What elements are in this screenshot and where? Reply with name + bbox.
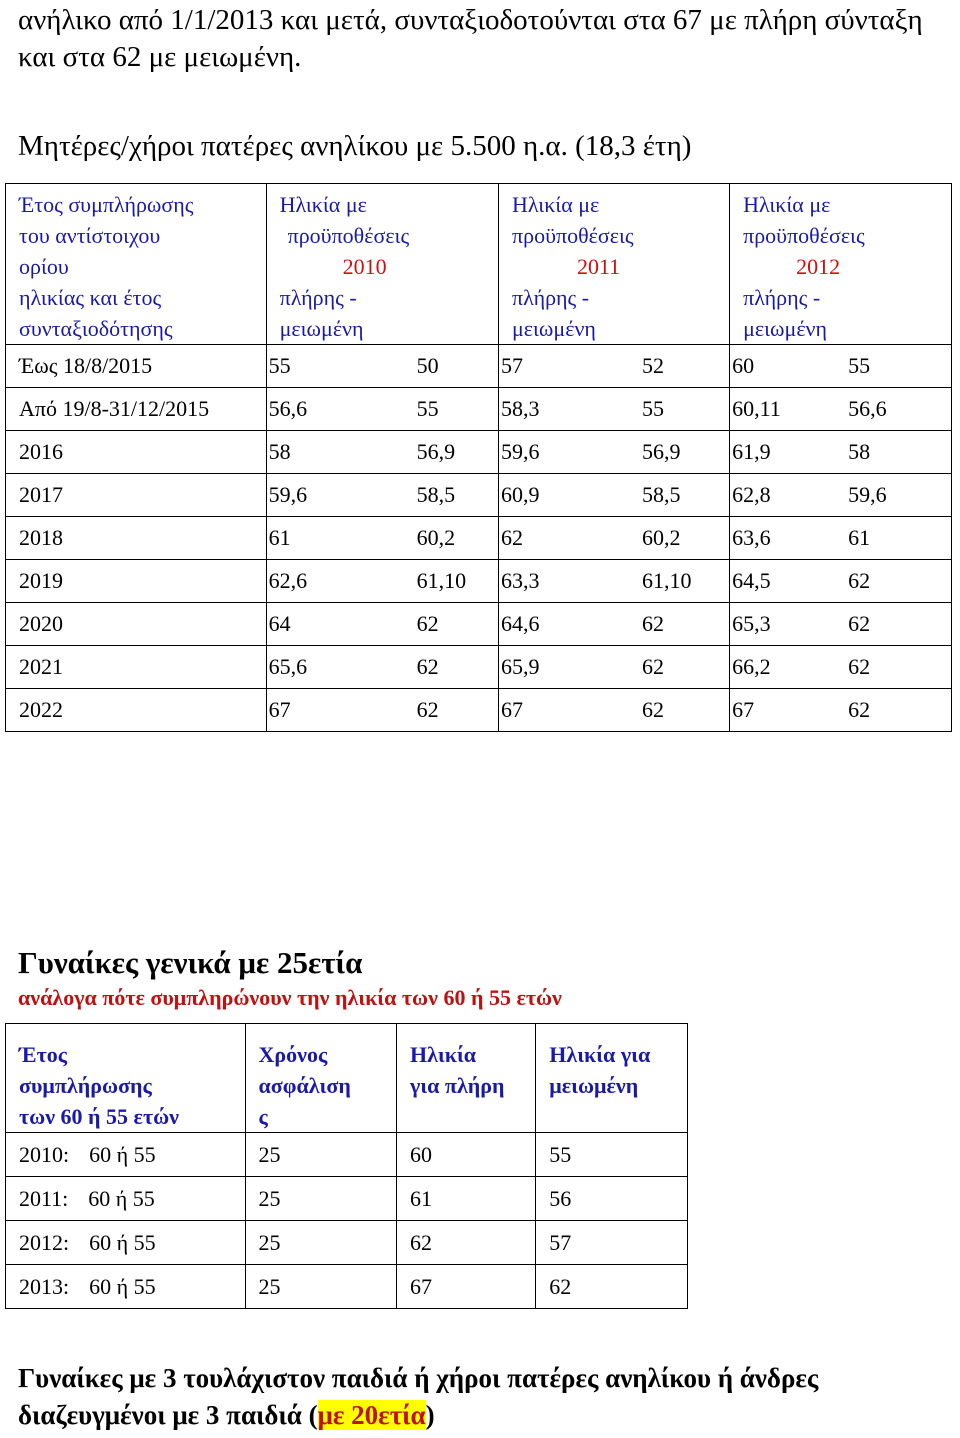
reduced-value: 62 [848, 568, 871, 593]
header-insurance-time: Χρόνος ασφάλιση ς [245, 1024, 397, 1133]
cell-2010 [266, 388, 498, 431]
cell-full: 61 [397, 1177, 536, 1221]
cell-2011 [498, 474, 729, 517]
row-label: 2019 [6, 560, 267, 603]
reduced-value: 59,6 [848, 482, 887, 507]
reduced-value: 55 [848, 353, 871, 378]
reduced-value: 60,2 [641, 525, 681, 550]
table-row [6, 1221, 688, 1265]
reduced-value: 60,2 [416, 525, 456, 550]
table-row [6, 560, 952, 603]
full-value: 64 [268, 611, 291, 636]
cell-reduced: 57 [536, 1221, 688, 1265]
full-value: 67 [268, 697, 291, 722]
table-row [6, 474, 952, 517]
cell-2010 [266, 689, 498, 732]
reduced-value: 50 [416, 353, 439, 378]
cell-reduced: 56 [536, 1177, 688, 1221]
row-year-value: 2010: [19, 1142, 70, 1167]
cell-2010 [266, 474, 498, 517]
cell-reduced: 62 [536, 1265, 688, 1309]
cell-2012 [730, 388, 952, 431]
row-label: 2018 [6, 517, 267, 560]
full-value: 64,6 [500, 611, 540, 636]
cell-insurance: 25 [245, 1221, 397, 1265]
full-value: 57 [500, 353, 523, 378]
row-year [6, 1177, 246, 1221]
reduced-value: 58,5 [641, 482, 681, 507]
reduced-value: 62 [416, 611, 439, 636]
full-value: 62,6 [268, 568, 308, 593]
header-reduced-age: Ηλικία για μειωμένη [536, 1024, 688, 1133]
table-row [6, 388, 952, 431]
footer-note [18, 1360, 948, 1434]
row-year-value: 2013: [19, 1274, 70, 1299]
full-value: 58 [268, 439, 291, 464]
retirement-age-table [5, 183, 952, 732]
cell-2012 [730, 560, 952, 603]
reduced-value: 61,10 [641, 568, 692, 593]
cell-2011 [498, 646, 729, 689]
full-value: 58,3 [500, 396, 540, 421]
table-row [6, 431, 952, 474]
cell-2011 [498, 689, 729, 732]
row-year [6, 1265, 246, 1309]
full-value: 62,8 [732, 482, 771, 507]
reduced-value: 55 [641, 396, 664, 421]
row-label: 2016 [6, 431, 267, 474]
row-label: 2020 [6, 603, 267, 646]
reduced-value: 62 [848, 654, 871, 679]
reduced-value: 62 [641, 697, 664, 722]
cell-2012 [730, 431, 952, 474]
cell-2010 [266, 345, 498, 388]
cell-2012 [730, 646, 952, 689]
reduced-value: 62 [848, 697, 871, 722]
full-value: 56,6 [268, 396, 308, 421]
reduced-value: 61 [848, 525, 871, 550]
table-row [6, 1177, 688, 1221]
row-year [6, 1133, 246, 1177]
table-row [6, 1265, 688, 1309]
row-label: 2022 [6, 689, 267, 732]
reduced-value: 62 [848, 611, 871, 636]
cell-2011 [498, 560, 729, 603]
full-value: 67 [732, 697, 755, 722]
cell-full: 60 [397, 1133, 536, 1177]
table-row [6, 345, 952, 388]
reduced-value: 56,6 [848, 396, 887, 421]
full-value: 66,2 [732, 654, 771, 679]
reduced-value: 62 [416, 654, 439, 679]
footer-highlight: με 20ετία [317, 1400, 426, 1430]
table-row [6, 646, 952, 689]
cell-2011 [498, 517, 729, 560]
reduced-value: 55 [416, 396, 439, 421]
reduced-value: 62 [641, 611, 664, 636]
table-row [6, 603, 952, 646]
cell-full: 67 [397, 1265, 536, 1309]
row-label: Έως 18/8/2015 [6, 345, 267, 388]
cell-2012 [730, 603, 952, 646]
full-value: 59,6 [268, 482, 308, 507]
cell-reduced: 55 [536, 1133, 688, 1177]
cell-full: 62 [397, 1221, 536, 1265]
cell-2010 [266, 517, 498, 560]
full-value: 62 [500, 525, 523, 550]
cell-2012 [730, 517, 952, 560]
cell-2010 [266, 646, 498, 689]
full-value: 60,11 [732, 396, 781, 421]
header-completion-year: Έτος συμπλήρωσης των 60 ή 55 ετών [6, 1024, 246, 1133]
full-value: 63,3 [500, 568, 540, 593]
table-row [6, 1133, 688, 1177]
intro-text [18, 2, 948, 165]
full-value: 61 [268, 525, 291, 550]
full-value: 65,3 [732, 611, 771, 636]
cell-insurance: 25 [245, 1133, 397, 1177]
section-title-women-general: Γυναίκες γενικά με 25ετία [18, 945, 363, 980]
reduced-value: 58 [848, 439, 871, 464]
section-subtitle: ανάλογα πότε συμπληρώνουν την ηλικία των 60 ή 55 ετών [18, 985, 562, 1010]
table-row [6, 517, 952, 560]
cell-2011 [498, 388, 729, 431]
full-value: 65,6 [268, 654, 308, 679]
table-header-row [6, 1024, 688, 1133]
header-year-column: Έτος συμπλήρωσης του αντίστοιχου ορίου ηλικίας και έτος συνταξιοδότησης [6, 184, 267, 345]
cell-insurance: 25 [245, 1177, 397, 1221]
reduced-value: 62 [416, 697, 439, 722]
reduced-value: 52 [641, 353, 664, 378]
full-value: 63,6 [732, 525, 771, 550]
table-header-row [6, 184, 952, 345]
cell-2012 [730, 689, 952, 732]
cell-2012 [730, 474, 952, 517]
cell-2010 [266, 603, 498, 646]
row-year-value: 2012: [19, 1230, 70, 1255]
full-value: 60 [732, 353, 755, 378]
row-label: Από 19/8-31/12/2015 [6, 388, 267, 431]
cell-2010 [266, 431, 498, 474]
footer-open-paren: ( [308, 1400, 318, 1430]
cell-2011 [498, 431, 729, 474]
full-value: 55 [268, 353, 291, 378]
intro-line-2: Μητέρες/χήροι πατέρες ανηλίκου με 5.500 η.α. (18,3 έτη) [18, 130, 692, 162]
full-value: 59,6 [500, 439, 540, 464]
footer-text: Γυναίκες με 3 τουλάχιστον παιδιά ή χήροι πατέρες ανηλίκου ή άνδρες διαζευγμένοι με 3 παιδιά [18, 1363, 819, 1430]
row-label: 2017 [6, 474, 267, 517]
women-retirement-table [5, 1023, 688, 1309]
table-row [6, 689, 952, 732]
full-value: 67 [500, 697, 523, 722]
row-year [6, 1221, 246, 1265]
row-year-value: 2011: [19, 1186, 69, 1211]
reduced-value: 58,5 [416, 482, 456, 507]
header-2012: Ηλικία με προϋποθέσεις 2012 πλήρης - μειωμένη [730, 184, 952, 345]
row-label: 2021 [6, 646, 267, 689]
header-2011: Ηλικία με προϋποθέσεις 2011 πλήρης - μειωμένη [498, 184, 729, 345]
cell-2012 [730, 345, 952, 388]
cell-insurance: 25 [245, 1265, 397, 1309]
cell-2010 [266, 560, 498, 603]
full-value: 65,9 [500, 654, 540, 679]
row-age-value: 60 ή 55 [89, 1274, 156, 1299]
full-value: 64,5 [732, 568, 771, 593]
header-full-age: Ηλικία για πλήρη [397, 1024, 536, 1133]
reduced-value: 62 [641, 654, 664, 679]
row-age-value: 60 ή 55 [89, 1142, 156, 1167]
cell-2011 [498, 603, 729, 646]
header-2010: Ηλικία με προϋποθέσεις 2010 πλήρης - μειωμένη [266, 184, 498, 345]
full-value: 60,9 [500, 482, 540, 507]
reduced-value: 56,9 [641, 439, 681, 464]
row-age-value: 60 ή 55 [88, 1186, 155, 1211]
reduced-value: 61,10 [416, 568, 467, 593]
footer-close-paren: ) [425, 1400, 435, 1430]
reduced-value: 56,9 [416, 439, 456, 464]
full-value: 61,9 [732, 439, 771, 464]
intro-line-1: ανήλικο από 1/1/2013 και μετά, συνταξιοδοτούνται στα 67 με πλήρη σύνταξη και στα 62 με μειωμένη. [18, 4, 923, 73]
cell-2011 [498, 345, 729, 388]
row-age-value: 60 ή 55 [89, 1230, 156, 1255]
